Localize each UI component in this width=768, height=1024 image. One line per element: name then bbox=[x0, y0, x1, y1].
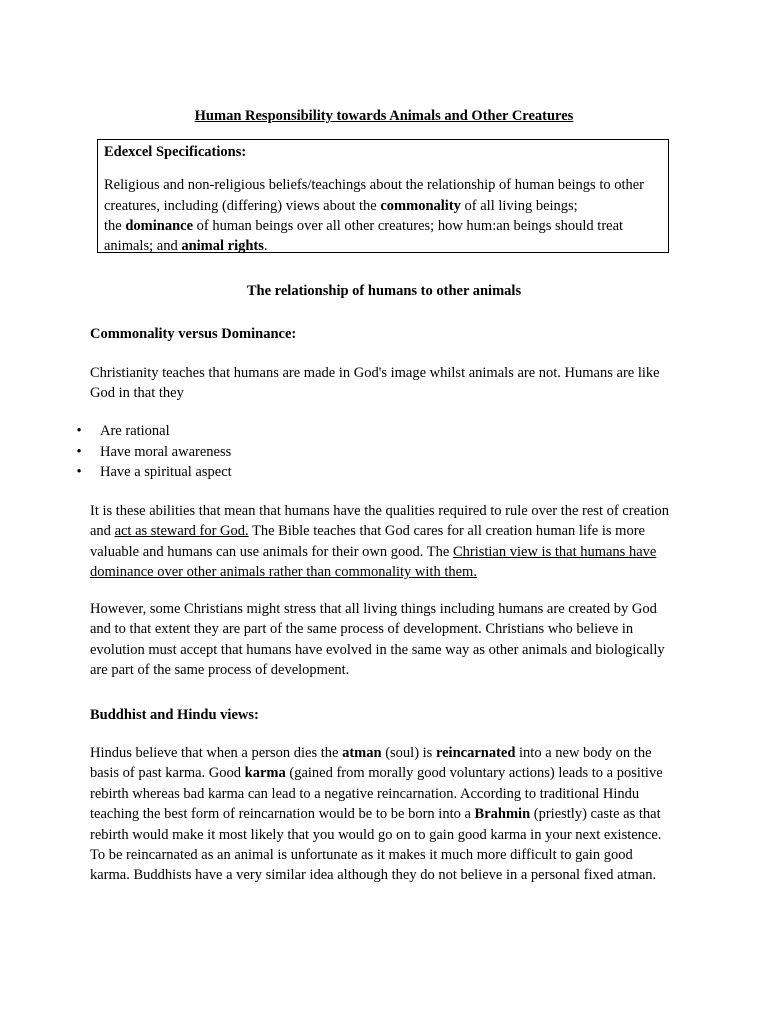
document-title: Human Responsibility towards Animals and Other Creatures bbox=[194, 108, 574, 124]
list-item bbox=[74, 421, 232, 442]
hindu-text-5: (priestly) caste as that rebirth would make it most likely that you would go on to gain good karma in your next existence. To be reincarnated as an animal is unfortunate as it makes it much more difficult to gain good karma. Buddhists have a very similar idea although they do not believe in a personal fixed atman. bbox=[90, 806, 662, 884]
spec-text-3: the bbox=[104, 217, 126, 234]
commonality-intro: Christianity teaches that humans are made in God's image whilst animals are not. Humans are like God in that they bbox=[90, 365, 660, 402]
hindu-text-4: (gained from morally good voluntary actions) leads to a positive rebirth whereas bad karma can lead to a negative reincarnation. According to traditional Hindu teaching the best form of reincarnation would be to be born into a bbox=[90, 765, 663, 823]
brahmin-term: Brahmin bbox=[474, 806, 531, 823]
reincarnated-term: reincarnated bbox=[435, 745, 516, 761]
commonality-heading: Commonality versus Dominance: bbox=[90, 326, 297, 342]
spec-text-4: of human beings over all other creatures; how hum:an beings should treat animals; and bbox=[104, 217, 624, 255]
animal-rights-term: animal rights bbox=[181, 238, 264, 255]
abilities-list bbox=[74, 421, 232, 483]
section-heading: The relationship of humans to other animals bbox=[246, 283, 522, 299]
spec-text-5: . bbox=[263, 238, 268, 255]
bullet-icon: • bbox=[76, 464, 82, 481]
dominance-term: dominance bbox=[125, 217, 194, 234]
list-item-text: Are rational bbox=[100, 423, 170, 439]
christian-view-phrase: Christian view is that humans have dominance over other animals rather than commonality with them. bbox=[90, 543, 657, 581]
hindu-text-1: Hindus believe that when a person dies the bbox=[90, 745, 343, 761]
spec-text-2: of all living beings; bbox=[460, 197, 578, 214]
commonality-term: commonality bbox=[380, 197, 461, 214]
bullet-icon: • bbox=[76, 423, 82, 439]
specification-text bbox=[104, 175, 662, 256]
karma-term: karma bbox=[244, 765, 286, 782]
spec-text-1: Religious and non-religious beliefs/teachings about the relationship of human beings to other creatures, including (differing) views about the bbox=[104, 177, 645, 214]
specification-box bbox=[97, 139, 669, 253]
hindu-paragraph bbox=[90, 743, 670, 886]
evolution-paragraph: However, some Christians might stress that all living things including humans are created by God and to that extent they are part of the same process of development. Christians who believe in evolution must accept that humans have evolved in the same way as other animals and biologically are part of the same process of development. bbox=[90, 601, 665, 679]
list-item-text: Have a spiritual aspect bbox=[100, 464, 232, 481]
specification-heading: Edexcel Specifications: bbox=[104, 144, 247, 160]
hindu-text-2: (soul) is bbox=[381, 745, 436, 761]
steward-phrase: act as steward for God. bbox=[114, 523, 249, 540]
para-text-2: The Bible teaches that God cares for all creation human life is more valuable and humans can use animals for their own good. The bbox=[90, 523, 645, 560]
list-item bbox=[74, 462, 232, 483]
atman-term: atman bbox=[342, 745, 382, 761]
stewardship-paragraph bbox=[90, 501, 670, 583]
list-item bbox=[74, 442, 232, 463]
bullet-icon: • bbox=[76, 443, 82, 460]
hindu-text-3: into a new body on the basis of past karma. Good bbox=[90, 745, 652, 782]
buddhist-hindu-heading: Buddhist and Hindu views: bbox=[90, 707, 259, 723]
list-item-text: Have moral awareness bbox=[100, 443, 232, 460]
para-text-1: It is these abilities that mean that humans have the qualities required to rule over the rest of creation and bbox=[90, 503, 670, 540]
